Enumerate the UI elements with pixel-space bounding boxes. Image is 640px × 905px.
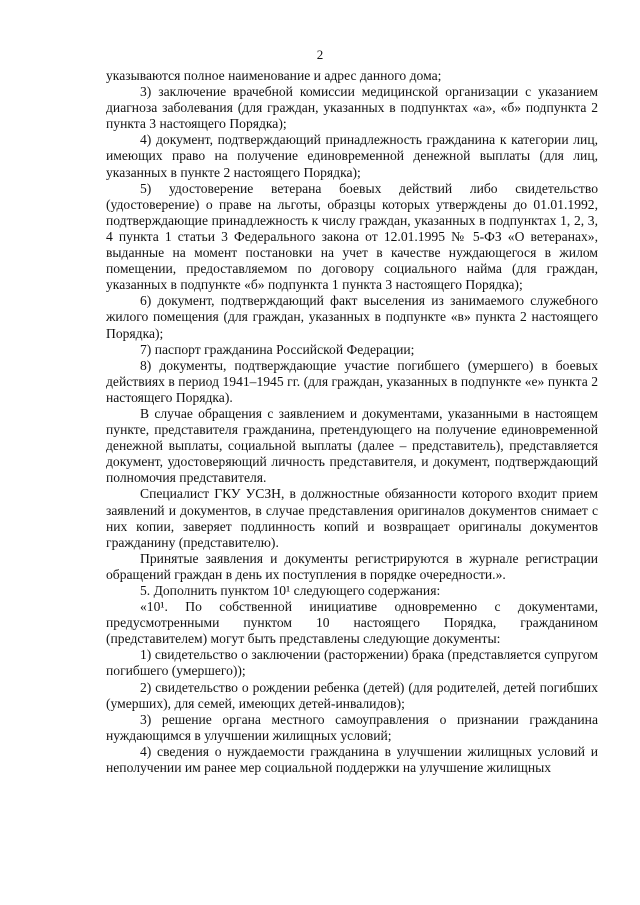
paragraph: 4) документ, подтверждающий принадлежность гражданина к категории лиц, имеющих право на получение единовременной денежной выплаты (для лиц, указанных в пункте 2 настоящего Порядка); xyxy=(106,132,598,180)
paragraph: 6) документ, подтверждающий факт выселения из занимаемого служебного жилого помещения (для граждан, указанных в подпункте «в» пункта 2 настоящего Порядка); xyxy=(106,293,598,341)
paragraph: 8) документы, подтверждающие участие погибшего (умершего) в боевых действиях в период 1941–1945 гг. (для граждан, указанных в подпункте «е» пункта 2 настоящего Порядка). xyxy=(106,357,598,405)
paragraph: 4) сведения о нуждаемости гражданина в улучшении жилищных условий и неполучении им ранее мер социальной поддержки на улучшение жилищных xyxy=(106,743,598,776)
paragraph: 7) паспорт гражданина Российской Федерации; xyxy=(140,341,415,357)
paragraph: указываются полное наименование и адрес данного дома; xyxy=(106,68,442,83)
paragraph: «10¹. По собственной инициативе одновременно с документами, предусмотренными пунктом 10 настоящего Порядка, гражданином (представителем) могут быть представлены следующие документы: xyxy=(106,599,598,647)
paragraph: 3) решение органа местного самоуправления о признании гражданина нуждающимся в улучшении жилищных условий; xyxy=(106,711,598,743)
page-number: 2 xyxy=(316,47,324,62)
paragraph: В случае обращения с заявлением и документами, указанными в настоящем пункте, представителя гражданина, претендующего на получение единовременной денежной выплаты, социальной выплаты (далее – представитель), представляется документ, удостоверяющий личность представителя, и документ, подтверждающий полномочия представителя. xyxy=(106,405,598,486)
paragraph: 1) свидетельство о заключении (расторжении) брака (представляется супругом погибшего (умершего)); xyxy=(106,647,598,679)
paragraph: 2) свидетельство о рождении ребенка (детей) (для родителей, детей погибших (умерших), для семей, имеющих детей-инвалидов); xyxy=(106,679,598,711)
paragraph: 3) заключение врачебной комиссии медицинской организации с указанием диагноза заболевания (для граждан, указанных в подпунктах «а», «б» подпункта 2 пункта 3 настоящего Порядка); xyxy=(106,84,598,132)
paragraph: Принятые заявления и документы регистрируются в журнале регистрации обращений граждан в день их поступления в порядке очередности.». xyxy=(106,550,598,582)
paragraph: 5. Дополнить пунктом 10¹ следующего содержания: xyxy=(140,583,441,598)
paragraph: 5) удостоверение ветерана боевых действий либо свидетельство (удостоверение) о праве на льготы, образцы которых утверждены до 01.01.1992, подтверждающие принадлежность к числу граждан, указанных в подпунктах 1, 2, 3, 4 пункта 1 статьи 3 Федерального закона от 12.01.1995 № 5-ФЗ «О ветеранах», выданные на момент постановки на учет в качестве нуждающегося в жилом помещении, предоставляемом по договору социального найма (для граждан, указанных в подпункте «б» подпункта 1 пункта 3 настоящего Порядка); xyxy=(106,180,598,293)
paragraph: Специалист ГКУ УСЗН, в должностные обязанности которого входит прием заявлений и документов, в случае представления оригиналов документов снимает с них копии, заверяет подлинность копий и возвращает оригиналы документов гражданину (представителю). xyxy=(106,486,598,550)
document-body xyxy=(106,68,598,776)
